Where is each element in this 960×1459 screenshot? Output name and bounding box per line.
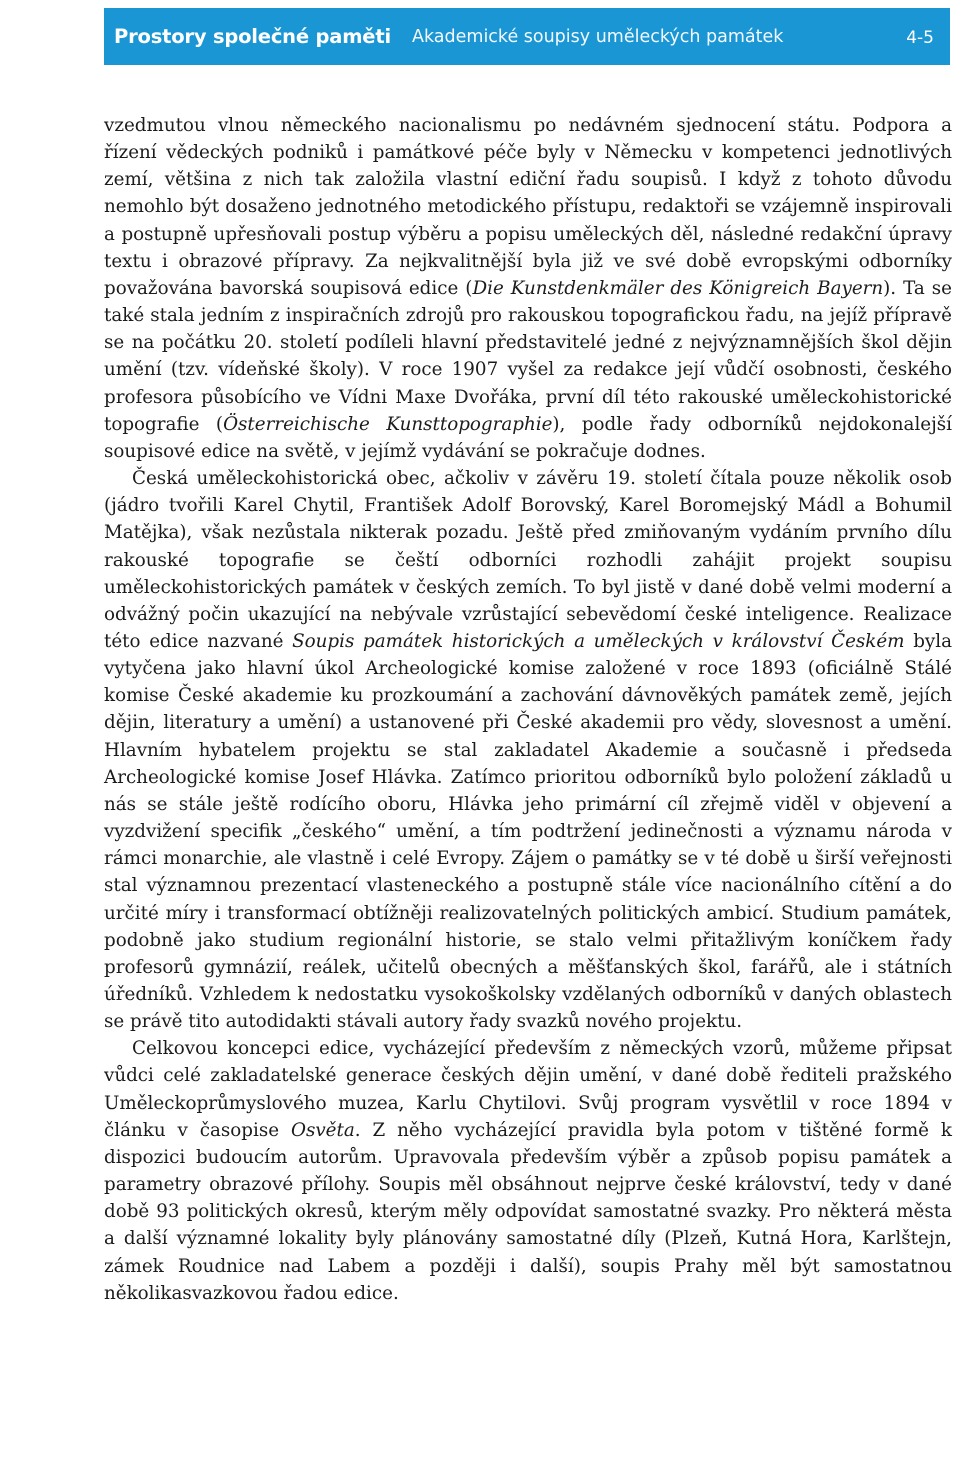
italic-title: Österreichische Kunsttopographie xyxy=(223,413,553,435)
paragraph xyxy=(104,112,952,465)
header-section-title: Prostory společné paměti xyxy=(114,25,391,48)
paragraph-text: . Z něho vycházející pravidla byla potom v tištěné formě k dispozici budoucím autorům. Upravovala především výběr a způsob popisu památek a parametry obrazové přílohy. Soupis měl obsáhnout nejprve české království, tedy v dané době 93 politických okresů, kterým měly odpovídat samostatné svazky. Pro některá města a další významné lokality byly plánovány samostatné díly (Plzeň, Kutná Hora, Karlštejn, zámek Roudnice nad Labem a později i další), soupis Prahy měl být samostatnou několikasvazkovou řadou edice. xyxy=(104,1119,952,1304)
italic-title: Soupis památek historických a uměleckých v království Českém xyxy=(292,630,905,652)
paragraph-text: byla vytyčena jako hlavní úkol Archeologické komise založené v roce 1893 (oficiálně Stálé komise České akademie ku prozkoumání a zachování dávnověkých památek země, jejích dějin, literatury a umění) a ustanovené při České akademii pro vědy, slovesnost a umění. Hlavním hybatelem projektu se stal zakladatel Akademie a současně i předseda Archeologické komise Josef Hlávka. Zatímco prioritou odborníků bylo položení základů u nás se stále ještě rodícího oboru, Hlávka jeho primární cíl zřejmě viděl v objevení a vyzdvižení specifik „českého“ umění, a tím podtržení jedinečnosti a významu národa v rámci monarchie, ale vlastně i celé Evropy. Zájem o památky se v té době u širší veřejnosti stal významnou prezentací vlasteneckého a postupně stále více nacionálního cítění a do určité míry i transformací obtížněji realizovatelných politických ambicí. Studium památek, podobně jako studium regionální historie, se stalo velmi přitažlivým koníčkem řady profesorů gymnázií, reálek, učitelů obecných a měšťanských škol, farářů, ale i státních úředníků. Vzhledem k nedostatku vysokoškolsky vzdělaných odborníků v daných oblastech se právě tito autodidakti stávali autory řady svazků nového projektu. xyxy=(104,630,952,1033)
paragraph xyxy=(104,1035,952,1307)
paragraph-text: ). Ta se také stala jedním z inspiračních zdrojů pro rakouskou topografickou řadu, na jejíž přípravě se na počátku 20. století podíleli hlavní představitelé jedné z nejvýznamnějších škol dějin umění (tzv. vídeňské školy). V roce 1907 vyšel za redakce její vůdčí osobnosti, českého profesora působícího ve Vídni Maxe Dvořáka, první díl této rakouské uměleckohistorické topografie ( xyxy=(104,277,952,435)
paragraph-text: ), podle řady odborníků nejdokonalejší soupisové edice na světě, v jejímž vydávání se pokračuje dodnes. xyxy=(104,413,953,462)
paragraph xyxy=(104,465,952,1035)
paragraph-text: Celkovou koncepci edice, vycházející především z německých vzorů, můžeme připsat vůdci celé zakladatelské generace českých dějin umění, v dané době řediteli pražského Uměleckoprůmyslového muzea, Karlu Chytilovi. Svůj program vysvětlil v roce 1894 v článku v časopise xyxy=(104,1038,952,1141)
page-number: 4-5 xyxy=(906,28,934,48)
paragraph-text: vzedmutou vlnou německého nacionalismu po nedávném sjednocení státu. Podpora a řízení vědeckých podniků i památkové péče byly v Německu v kompetenci jednotlivých zemí, většina z nich tak založila vlastní ediční řadu soupisů. I když z tohoto důvodu nemohlo být dosaženo jednotného metodického přístupu, redaktoři se vzájemně inspirovali a postupně upřesňovali postup výběru a popisu uměleckých děl, následné redakční úpravy textu i obrazové přípravy. Za nejkvalitnější byla již ve své době evropskými odborníky považována bavorská soupisová edice ( xyxy=(104,115,952,299)
italic-title: Osvěta xyxy=(290,1119,355,1141)
article-body xyxy=(104,112,952,1307)
paragraph-text: Česká uměleckohistorická obec, ačkoliv v závěru 19. století čítala pouze několik osob (jádro tvořili Karel Chytil, František Adolf Borovský, Karel Boromejský Mádl a Bohumil Matějka), však nezůstala nikterak pozadu. Ještě před zmiňovaným vydáním prvního dílu rakouské topografie se čeští odborníci rozhodli zahájit projekt soupisu uměleckohistorických památek v českých zemích. To byl jistě v dané době velmi moderní a odvážný počin ukazující na nebývale vzrůstající sebevědomí české inteligence. Realizace této edice nazvané xyxy=(104,468,952,652)
italic-title: Die Kunstdenkmäler des Königreich Bayern xyxy=(472,277,884,299)
page-header xyxy=(104,8,950,65)
header-chapter-title: Akademické soupisy uměleckých památek xyxy=(412,27,784,47)
